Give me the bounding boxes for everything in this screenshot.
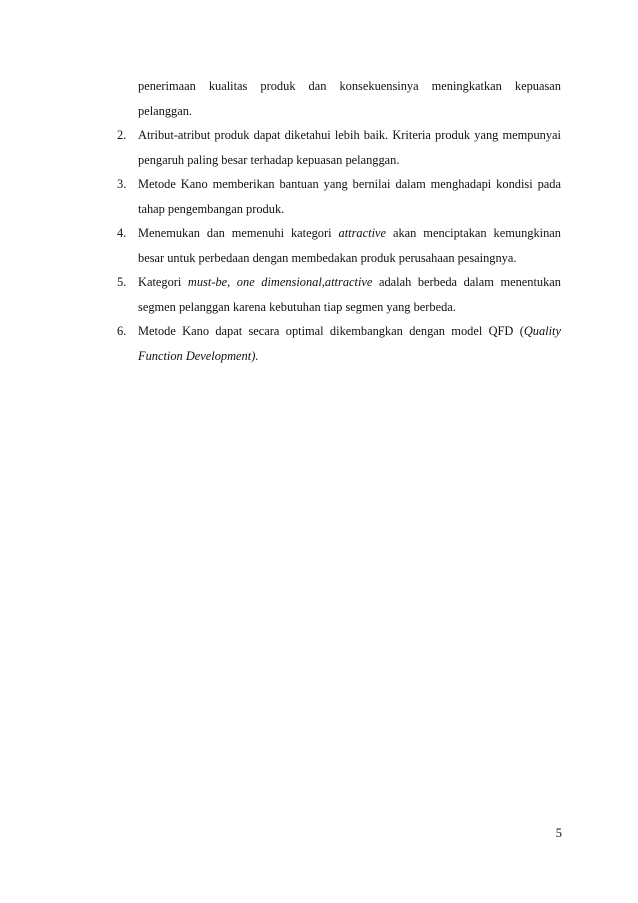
list-number: 3. bbox=[117, 177, 127, 191]
list-item-5 bbox=[117, 270, 561, 319]
list-item-term-2: one dimensional,attractive bbox=[236, 275, 373, 289]
numbered-list bbox=[117, 74, 561, 368]
list-item-term: Quality Function Development). bbox=[138, 324, 561, 363]
page-number: 5 bbox=[555, 826, 562, 840]
list-number: 6. bbox=[117, 324, 127, 338]
list-item-4 bbox=[117, 221, 561, 270]
list-item-text-pre: Kategori bbox=[138, 275, 188, 289]
list-item-2 bbox=[117, 123, 561, 172]
continuation-line-2: pelanggan. bbox=[138, 103, 193, 118]
continuation-line-1: penerimaan kualitas produk dan konsekuensinya meningkatkan kepuasan bbox=[138, 79, 561, 93]
list-number: 4. bbox=[117, 226, 127, 240]
list-number: 5. bbox=[117, 275, 127, 289]
list-item-6 bbox=[117, 319, 561, 368]
list-item-text-mid: , bbox=[227, 275, 237, 289]
list-item-text-post: akan menciptakan kemungkinan besar untuk perbedaan dengan membedakan produk perusahaan pesaingnya. bbox=[138, 226, 561, 265]
list-item-text-pre: Metode Kano dapat secara optimal dikembangkan dengan model QFD ( bbox=[138, 324, 524, 338]
list-number: 2. bbox=[117, 128, 127, 142]
list-item-text: Metode Kano memberikan bantuan yang bernilai dalam menghadapi kondisi pada tahap pengembangan produk. bbox=[138, 177, 561, 216]
list-item-term: attractive bbox=[338, 226, 387, 240]
list-item-text-pre: Menemukan dan memenuhi kategori bbox=[138, 226, 339, 240]
list-item-text-post: adalah berbeda dalam menentukan segmen pelanggan karena kebutuhan tiap segmen yang berbeda. bbox=[138, 275, 562, 314]
list-item-term-1: must-be bbox=[187, 275, 228, 289]
list-item-3 bbox=[117, 172, 561, 221]
list-item-text: Atribut-atribut produk dapat diketahui lebih baik. Kriteria produk yang mempunyai pengaruh paling besar terhadap kepuasan pelanggan. bbox=[138, 128, 561, 167]
